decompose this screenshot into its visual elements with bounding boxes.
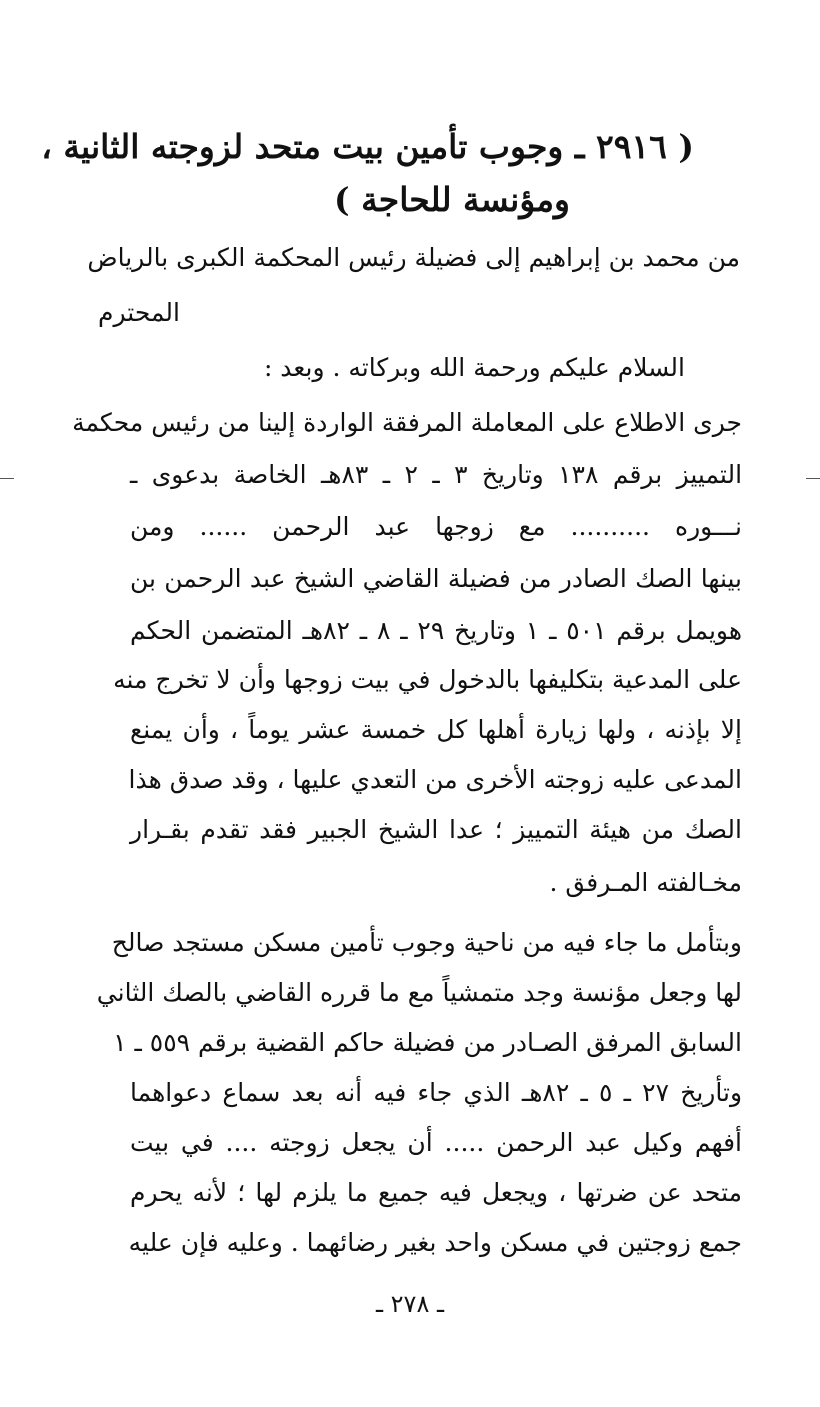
address-line-1: من محمد بن إبراهيم إلى فضيلة رئيس المحكمة الكبرى بالرياض [87,243,740,272]
paragraph-line: بينها الصك الصادر من فضيلة القاضي الشيخ عبد الرحمن بن [130,564,742,593]
paragraph-line: جرى الاطلاع على المعاملة المرفقة الواردة إلينا من رئيس محكمة [72,408,742,437]
paragraph-line: وبتأمل ما جاء فيه من ناحية وجوب تأمين مسكن مستجد صالح [111,928,742,957]
paragraph-line: جمع زوجتين في مسكن واحد بغير رضائهما . وعليه فإن عليه [128,1228,742,1257]
address-line-2: المحترم [98,298,180,327]
greeting-line: السلام عليكم ورحمة الله وبركاته . وبعد : [263,353,685,382]
margin-tick-right [806,478,820,479]
paragraph-line: وتأريخ ٢٧ ـ ٥ ـ ٨٢هـ الذي جاء فيه أنه بعد سماع دعواهما [130,1078,743,1107]
paragraph-line: نـــوره .......... مع زوجها عبد الرحمن ...... ومن [130,512,742,541]
section-title-line-1: ( ٢٩١٦ ـ وجوب تأمين بيت متحد لزوجته الثانية ، [41,127,694,166]
paragraph-line: الصك من هيئة التمييز ؛ عدا الشيخ الجبير فقد تقدم بقـرار [130,815,742,844]
paragraph-line: المدعى عليه زوجته الأخرى من التعدي عليها ، وقد صدق هذا [128,765,742,794]
margin-tick-left [0,478,14,479]
section-title-line-2: ومؤنسة للحاجة ) [334,180,570,219]
paragraph-line: متحد عن ضرتها ، ويجعل فيه جميع ما يلزم لها ؛ لأنه يحرم [130,1178,742,1207]
paragraph-line: إلا بإذنه ، ولها زيارة أهلها كل خمسة عشر يوماً ، وأن يمنع [130,715,742,744]
paragraph-line: أفهم وكيل عبد الرحمن ..... أن يجعل زوجته .... في بيت [130,1128,742,1157]
paragraph-line: التمييز برقم ١٣٨ وتاريخ ٣ ـ ٢ ـ ٨٣هـ الخاصة بدعوى ـ [130,460,743,489]
paragraph-line: على المدعية بتكليفها بالدخول في بيت زوجها وأن لا تخرج منه [113,665,742,694]
page-number: ـ ٢٧٨ ـ [375,1290,444,1318]
paragraph-line: لها وجعل مؤنسة وجد متمشياً مع ما قرره القاضي بالصك الثاني [96,978,742,1007]
paragraph-line: هويمل برقم ٥٠١ ـ ١ وتاريخ ٢٩ ـ ٨ ـ ٨٢هـ المتضمن الحكم [130,616,743,645]
paragraph-line: السابق المرفق الصـادر من فضيلة حاكم القضية برقم ٥٥٩ ـ ١ [113,1028,742,1057]
paragraph-line: مخـالفته المـرفق . [549,868,742,897]
